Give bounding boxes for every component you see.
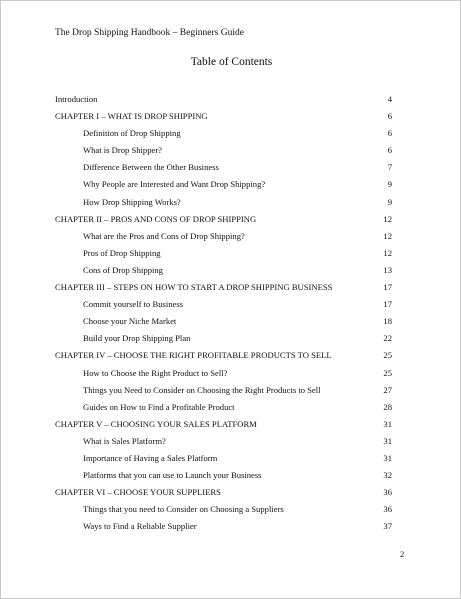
toc-entry-title: Importance of Having a Sales Platform xyxy=(83,452,218,463)
toc-entry-page: 4 xyxy=(387,94,392,104)
toc-entry-page: 12 xyxy=(383,213,392,224)
toc-entry-page: 36 xyxy=(383,504,392,515)
toc-entry-page: 9 xyxy=(387,179,392,190)
toc-section-entry[interactable] xyxy=(55,159,392,176)
toc-section-entry[interactable] xyxy=(55,467,392,484)
toc-entry-page: 36 xyxy=(383,487,392,498)
toc-entry-title: Definition of Drop Shipping xyxy=(83,128,181,139)
toc-entry-page: 12 xyxy=(383,230,392,241)
toc-section-entry[interactable] xyxy=(55,501,392,518)
toc-chapter-entry[interactable] xyxy=(55,91,392,108)
toc-entry-page: 17 xyxy=(383,299,392,310)
toc-entry-title: Introduction xyxy=(55,94,98,104)
toc-section-entry[interactable] xyxy=(55,518,392,535)
toc-entry-title: Choose your Niche Market xyxy=(83,316,177,327)
toc-entry-title: Things you Need to Consider on Choosing the Right Products to Sell xyxy=(83,384,321,395)
toc-entry-title: Cons of Drop Shipping xyxy=(83,264,163,275)
toc-chapter-entry[interactable] xyxy=(55,484,392,501)
toc-entry-page: 22 xyxy=(383,333,392,344)
toc-entry-page: 31 xyxy=(383,435,392,446)
toc-section-entry[interactable] xyxy=(55,228,392,245)
toc-section-entry[interactable] xyxy=(55,433,392,450)
toc-entry-title: Pros of Drop Shipping xyxy=(83,247,161,258)
toc-section-entry[interactable] xyxy=(55,450,392,467)
toc-entry-page: 37 xyxy=(383,521,392,532)
toc-entry-page: 7 xyxy=(387,162,392,173)
toc-entry-title: CHAPTER I – WHAT IS DROP SHIPPING xyxy=(55,111,208,122)
toc-chapter-entry[interactable] xyxy=(55,211,392,228)
toc-entry-title: CHAPTER IV – CHOOSE THE RIGHT PROFITABLE PRODUCTS TO SELL xyxy=(55,350,332,361)
toc-section-entry[interactable] xyxy=(55,365,392,382)
toc-section-entry[interactable] xyxy=(55,330,392,347)
toc-entry-title: Platforms that you can use to Launch your Business xyxy=(83,470,262,481)
toc-chapter-entry[interactable] xyxy=(55,416,392,433)
toc-entry-title: Build your Drop Shipping Plan xyxy=(83,333,191,344)
toc-entry-title: Commit yourself to Business xyxy=(83,299,184,310)
toc-entry-page: 12 xyxy=(383,247,392,258)
toc-entry-page: 27 xyxy=(383,384,392,395)
toc-entry-page: 31 xyxy=(383,452,392,463)
toc-chapter-entry[interactable] xyxy=(55,279,392,296)
toc-entry-page: 31 xyxy=(383,418,392,429)
toc-entry-title: Things that you need to Consider on Choosing a Suppliers xyxy=(83,504,284,515)
page-number: 2 xyxy=(400,549,405,559)
toc-section-entry[interactable] xyxy=(55,382,392,399)
toc-title: Table of Contents xyxy=(190,56,273,68)
toc-entry-title: Difference Between the Other Business xyxy=(83,162,219,173)
toc-entry-title: CHAPTER II – PROS AND CONS OF DROP SHIPPING xyxy=(55,213,257,224)
toc-entry-title: How Drop Shipping Works? xyxy=(83,196,181,207)
toc-section-entry[interactable] xyxy=(55,245,392,262)
toc-chapter-entry[interactable] xyxy=(55,108,392,125)
toc-entry-page: 6 xyxy=(387,128,392,139)
toc-entry-page: 28 xyxy=(383,401,392,412)
toc-section-entry[interactable] xyxy=(55,262,392,279)
toc-entry-title: CHAPTER VI – CHOOSE YOUR SUPPLIERS xyxy=(55,487,221,498)
toc-entry-title: CHAPTER V – CHOOSING YOUR SALES PLATFORM xyxy=(55,418,257,429)
toc-entry-page: 18 xyxy=(383,316,392,327)
toc-entry-page: 9 xyxy=(387,196,392,207)
toc-entry-title: What are the Pros and Cons of Drop Shipping? xyxy=(83,230,245,241)
toc-chapter-entry[interactable] xyxy=(55,347,392,364)
toc-section-entry[interactable] xyxy=(55,313,392,330)
toc-entry-page: 32 xyxy=(383,470,392,481)
toc-section-entry[interactable] xyxy=(55,142,392,159)
running-header: The Drop Shipping Handbook – Beginners Guide xyxy=(55,28,244,38)
toc-entry-page: 6 xyxy=(387,111,392,122)
toc-entry-page: 13 xyxy=(383,264,392,275)
toc-section-entry[interactable] xyxy=(55,125,392,142)
toc-section-entry[interactable] xyxy=(55,296,392,313)
toc-section-entry[interactable] xyxy=(55,399,392,416)
toc-section-entry[interactable] xyxy=(55,194,392,211)
toc-entry-title: CHAPTER III – STEPS ON HOW TO START A DROP SHIPPING BUSINESS xyxy=(55,282,333,293)
table-of-contents xyxy=(55,91,392,535)
toc-entry-title: Why People are Interested and Want Drop Shipping? xyxy=(83,179,266,190)
toc-entry-page: 17 xyxy=(383,282,392,293)
toc-entry-title: Ways to Find a Reliable Supplier xyxy=(83,521,197,532)
toc-entry-page: 6 xyxy=(387,145,392,156)
toc-entry-title: How to Choose the Right Product to Sell? xyxy=(83,367,228,378)
toc-entry-page: 25 xyxy=(383,367,392,378)
toc-entry-page: 25 xyxy=(383,350,392,361)
toc-entry-title: Guides on How to Find a Profitable Product xyxy=(83,401,235,412)
toc-entry-title: What is Drop Shipper? xyxy=(83,145,162,156)
toc-section-entry[interactable] xyxy=(55,176,392,193)
toc-entry-title: What is Sales Platform? xyxy=(83,435,166,446)
